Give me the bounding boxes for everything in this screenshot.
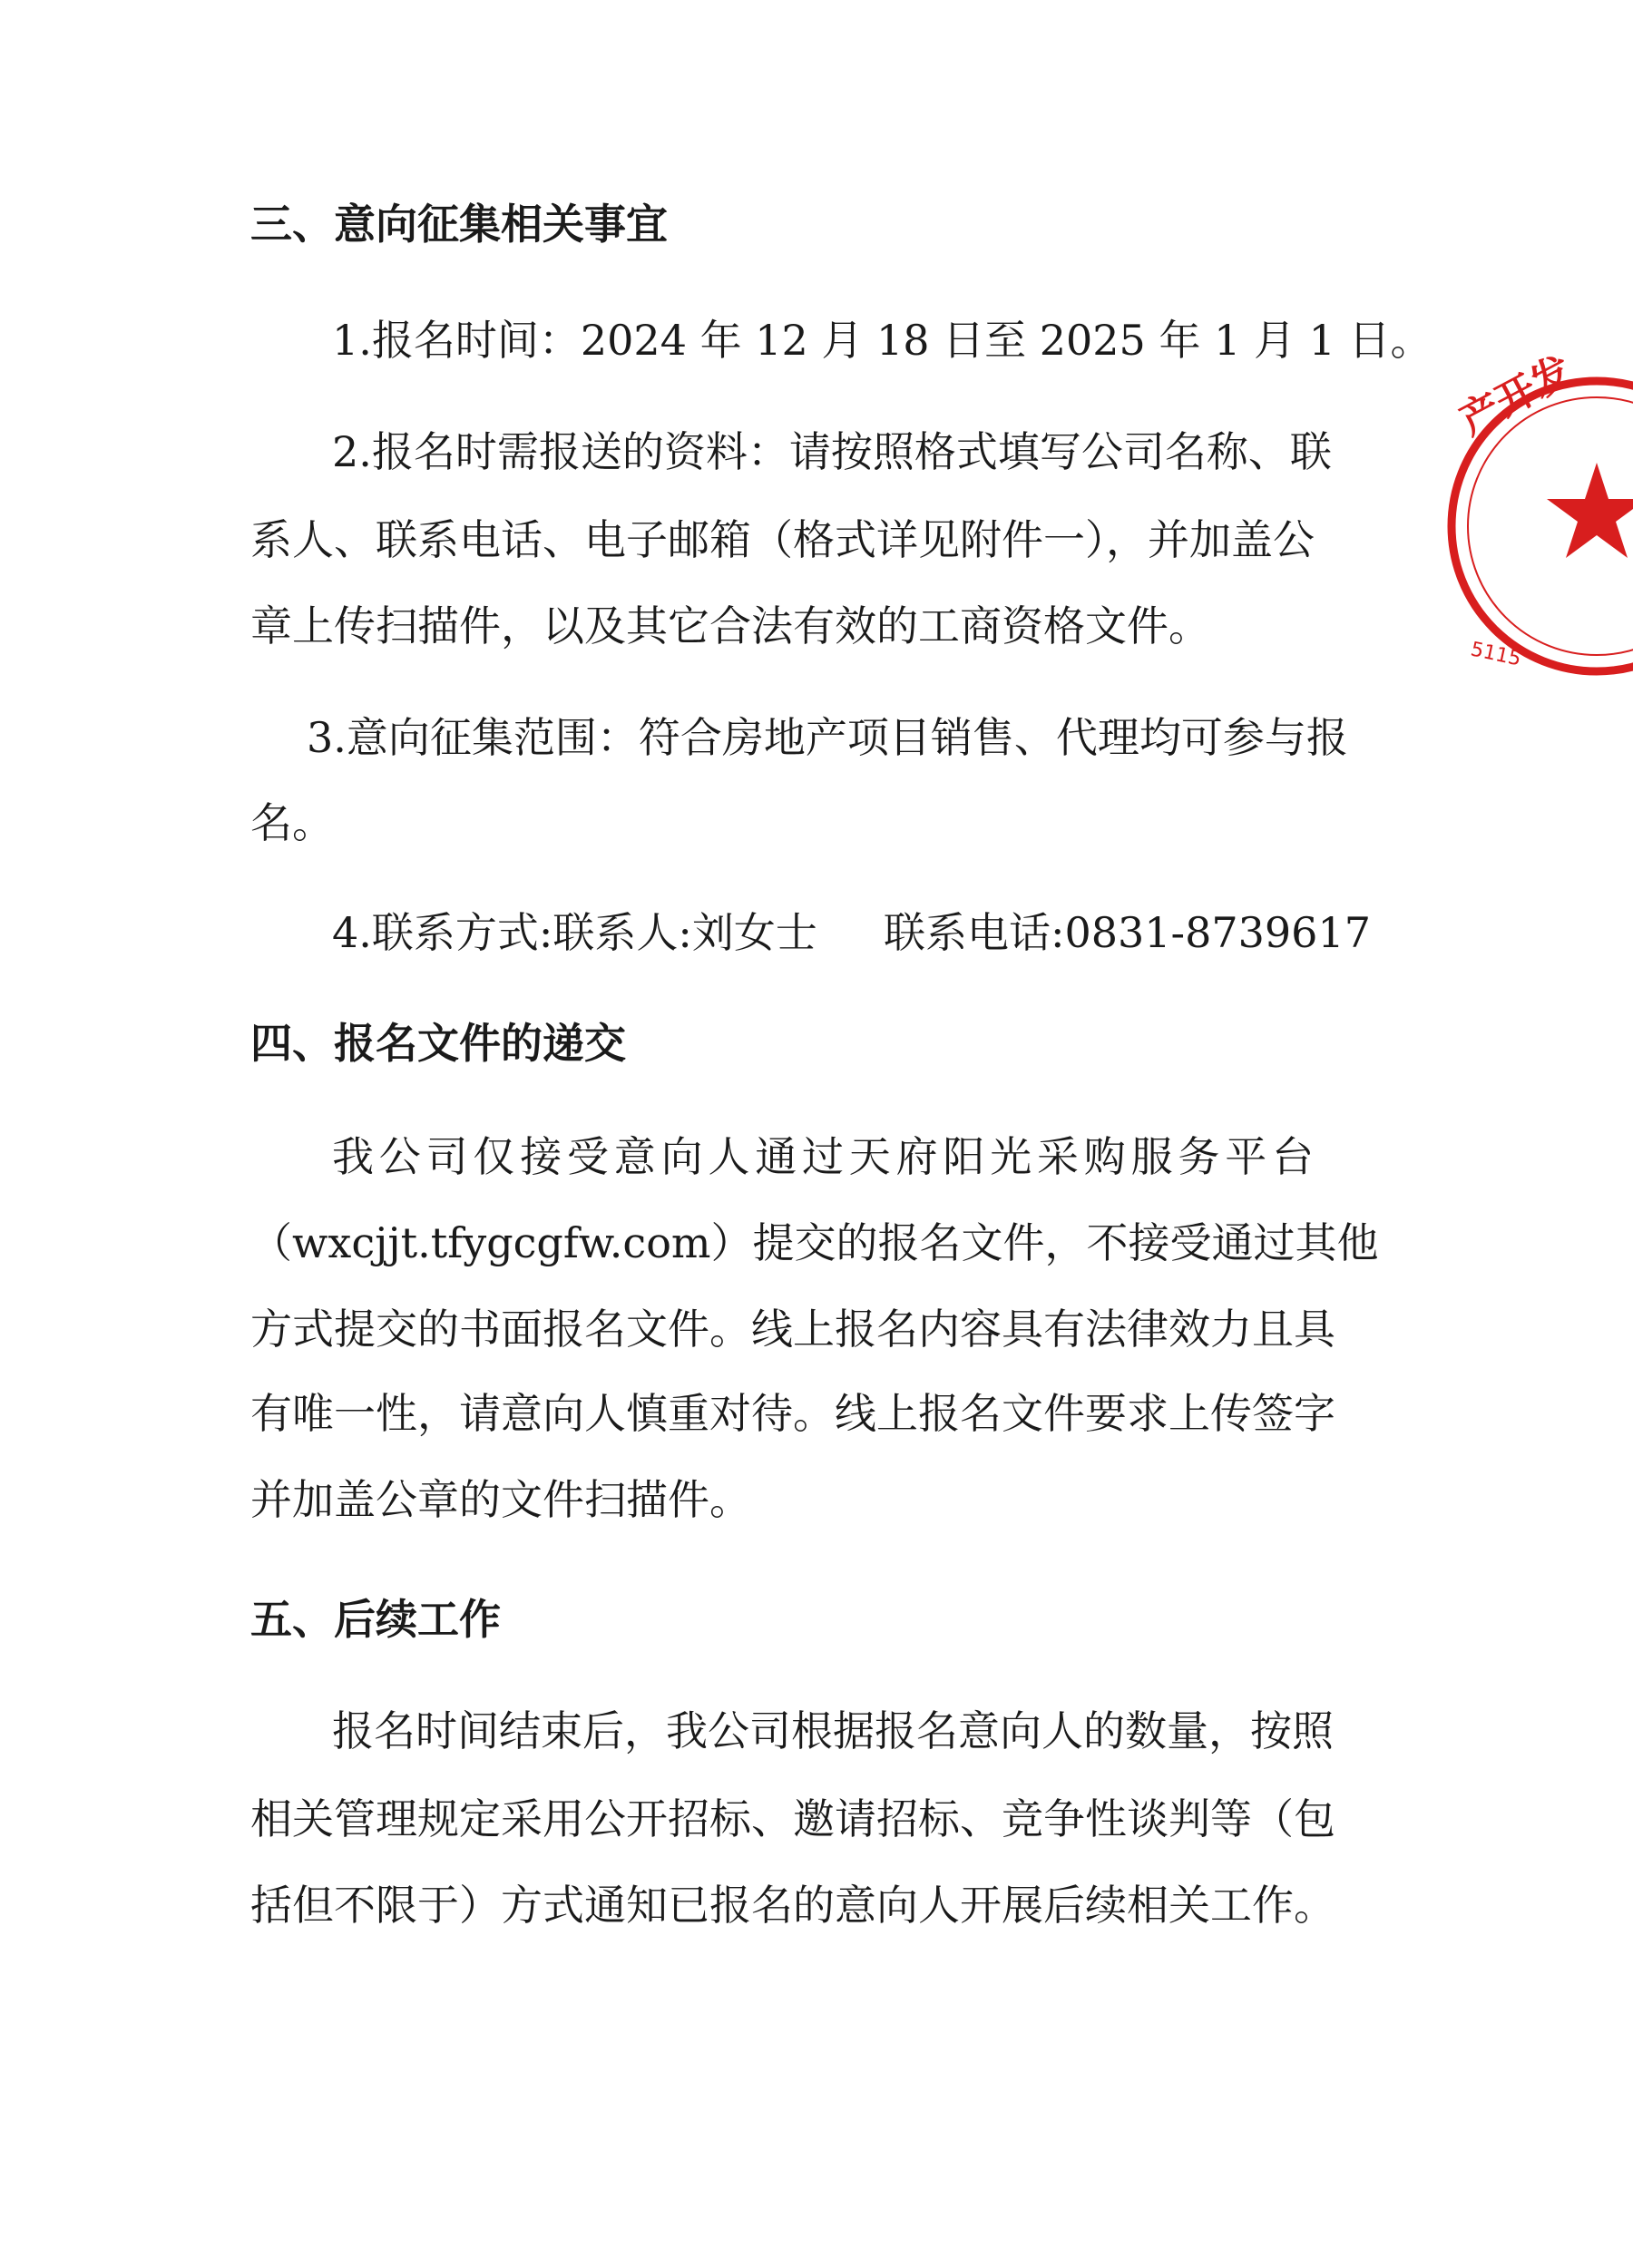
section-3-item-4: 4.联系方式:联系人:刘女士 联系电话:0831-8739617 [332, 908, 1371, 957]
section-3-item-3-line-2: 名。 [250, 798, 334, 847]
section-5-line-3: 括但不限于）方式通知已报名的意向人开展后续相关工作。 [250, 1881, 1335, 1930]
section-4-line-2: （wxcjjt.tfygcgfw.com）提交的报名文件，不接受通过其他 [250, 1218, 1379, 1267]
section-4-line-5: 并加盖公章的文件扫描件。 [250, 1475, 751, 1524]
seal-star-icon [1547, 463, 1633, 558]
section-5-line-1: 报名时间结束后，我公司根据报名意向人的数量，按照 [332, 1706, 1334, 1755]
seal-text-top: 产开发 [1452, 347, 1580, 445]
section-3-heading: 三、意向征集相关事宜 [250, 200, 668, 249]
company-seal [1415, 347, 1633, 689]
section-4-heading: 四、报名文件的递交 [250, 1019, 626, 1068]
section-5-line-2: 相关管理规定采用公开招标、邀请招标、竞争性谈判等（包 [250, 1794, 1335, 1843]
section-3-item-2-line-1: 2.报名时需报送的资料：请按照格式填写公司名称、联 [332, 427, 1332, 476]
seal-text-bottom: 5115 [1468, 638, 1523, 671]
section-3-item-3-line-1: 3.意向征集范围：符合房地产项目销售、代理均可参与报 [307, 713, 1348, 762]
section-3-item-1: 1.报名时间：2024 年 12 月 18 日至 2025 年 1 月 1 日。 [332, 316, 1433, 365]
section-3-item-2-line-3: 章上传扫描件，以及其它合法有效的工商资格文件。 [250, 601, 1210, 650]
section-4-line-1: 我公司仅接受意向人通过天府阳光采购服务平台 [332, 1132, 1314, 1181]
section-5-heading: 五、后续工作 [250, 1595, 501, 1644]
section-4-line-4: 有唯一性，请意向人慎重对待。线上报名文件要求上传签字 [250, 1389, 1335, 1438]
section-4-line-3: 方式提交的书面报名文件。线上报名内容具有法律效力且具 [250, 1305, 1335, 1354]
section-3-item-2-line-2: 系人、联系电话、电子邮箱（格式详见附件一），并加盖公 [250, 515, 1315, 564]
